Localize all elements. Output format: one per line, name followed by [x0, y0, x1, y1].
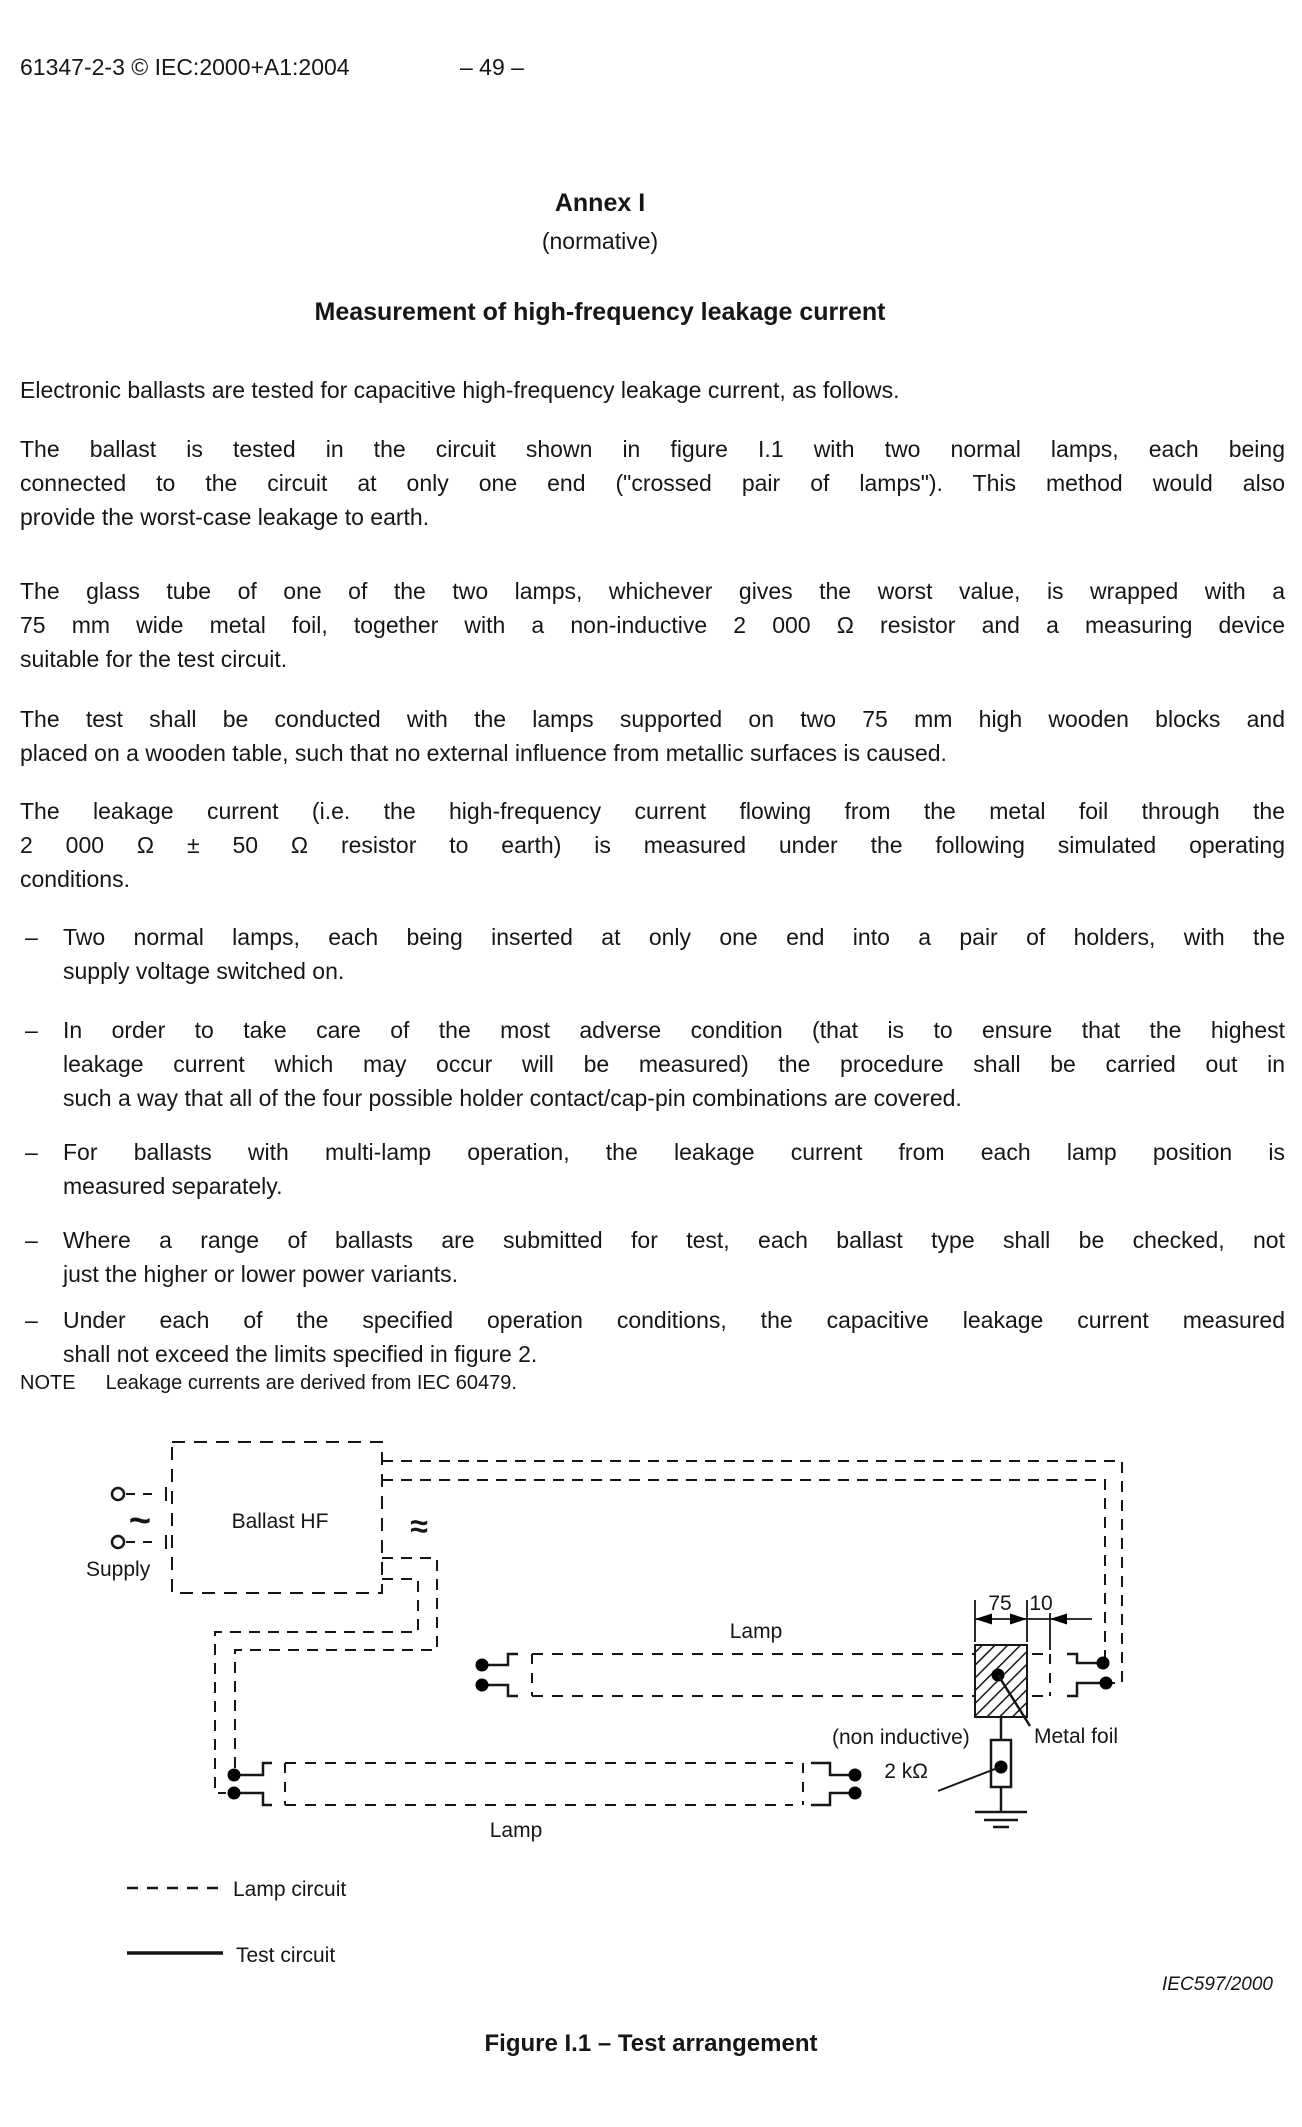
ballast-label: Ballast HF — [231, 1510, 329, 1533]
bullet-marker: – — [25, 1307, 38, 1333]
annex-type: (normative) — [541, 228, 659, 254]
metal-foil-label: Metal foil — [1034, 1725, 1119, 1748]
contact-dot — [1100, 1677, 1113, 1690]
figure-legend — [127, 1878, 346, 1967]
bullet-marker: – — [25, 1139, 38, 1165]
lamp-tube-end — [532, 1654, 1050, 1696]
contact-dot — [476, 1679, 489, 1692]
figure-credit-number: 597/2000 — [1193, 1974, 1273, 1995]
document-title: Measurement of high-frequency leakage current — [314, 298, 886, 326]
contact-dot — [995, 1761, 1008, 1774]
lamp-circuit-wire — [215, 1579, 418, 1793]
page-header — [20, 52, 1285, 82]
dimension-arrow-icon — [1050, 1614, 1067, 1625]
ac-source-icon: ~ — [128, 1500, 152, 1542]
note-text: Leakage currents are derived from IEC 60479. — [105, 1372, 517, 1394]
paragraph: The glass tube of one of the two lamps, whichever gives the worst value, is wrapped with a 75 mm wide metal foil, together with a non-inductive 2 000 Ω resistor and a measuring device suitable for the test circuit. — [20, 578, 1285, 672]
dimension-10-label: 10 — [1029, 1592, 1053, 1615]
lamp-bottom — [228, 1763, 862, 1842]
lamp-tube-end — [285, 1763, 803, 1805]
bullet-marker: – — [25, 1227, 38, 1253]
dimension-arrow-icon — [975, 1614, 992, 1625]
contact-dot — [849, 1787, 862, 1800]
lamp-pin-wire — [811, 1763, 855, 1805]
figure-caption: Figure I.1 – Test arrangement — [484, 2030, 818, 2057]
page-number: – 49 – — [460, 54, 524, 80]
paragraph: The test shall be conducted with the lamps supported on two 75 mm high wooden blocks and placed on a wooden table, such that no external influence from metallic surfaces is caused. — [20, 706, 1285, 766]
supply-terminal-icon — [112, 1536, 124, 1548]
contact-dot — [228, 1787, 241, 1800]
contact-dot — [1097, 1657, 1110, 1670]
bullet-item: – Under each of the specified operation conditions, the capacitive leakage current measured shall not exceed the limits specified in figure 2. — [20, 1303, 1285, 1371]
bullet-item: – For ballasts with multi-lamp operation, the leakage current from each lamp position is measured separately. — [20, 1135, 1285, 1203]
supply-label: Supply — [86, 1558, 151, 1581]
non-inductive-label: (non inductive) — [832, 1726, 970, 1749]
note-label: NOTE — [20, 1372, 76, 1394]
bullet-item: – In order to take care of the most adverse condition (that is to ensure that the highest leakage current which may occur will be measured) the procedure shall be carried out in such a way that all of the four possible holder contact/cap-pin combinations are covered. — [20, 1013, 1285, 1115]
lamp-tube-outline — [285, 1763, 793, 1805]
hf-output-icon: ≈ — [410, 1508, 428, 1544]
bullet-item: – Where a range of ballasts are submitted for test, each ballast type shall be checked, not just the higher or lower power variants. — [20, 1223, 1285, 1291]
paragraph: Electronic ballasts are tested for capacitive high-frequency leakage current, as follows. — [20, 377, 900, 403]
supply-terminal-icon — [112, 1488, 124, 1500]
note — [20, 1371, 1285, 1395]
document-reference: 61347-2-3 © IEC:2000+A1:2004 — [20, 54, 350, 80]
paragraph: The leakage current (i.e. the high-frequency current flowing from the metal foil through the 2 000 Ω ± 50 Ω resistor to earth) is measured under the following simulated operating conditions. — [20, 798, 1285, 892]
paragraph: The ballast is tested in the circuit shown in figure I.1 with two normal lamps, each being connected to the circuit at only one end ("crossed pair of lamps"). This method would also provide the worst-case leakage to earth. — [20, 436, 1285, 530]
dimension-arrow-icon — [1010, 1614, 1027, 1625]
contact-dot — [849, 1769, 862, 1782]
bullet-marker: – — [25, 924, 38, 950]
lamp-tube-outline — [532, 1654, 1050, 1696]
dimension — [975, 1592, 1092, 1650]
lamp-bottom-label: Lamp — [489, 1819, 543, 1842]
dimension-75-label: 75 — [988, 1592, 1012, 1615]
contact-dot — [228, 1769, 241, 1782]
lamp-pin-wire — [482, 1654, 518, 1696]
lamp-circuit-wire — [235, 1558, 437, 1773]
resistor-value-label: 2 kΩ — [884, 1760, 928, 1783]
earth-ground-icon — [975, 1812, 1027, 1827]
contact-dot — [476, 1659, 489, 1672]
legend-test-circuit-label: Test circuit — [236, 1944, 336, 1967]
bullet-marker: – — [25, 1017, 38, 1043]
bullet-item: – Two normal lamps, each being inserted at only one end into a pair of holders, with the supply voltage switched on. — [20, 920, 1285, 988]
lamp-top-label: Lamp — [729, 1620, 783, 1643]
measuring-branch — [832, 1717, 1027, 1827]
lamp-pin-wire — [234, 1763, 272, 1805]
figure-credit-org: IEC — [1162, 1974, 1194, 1995]
annex-heading: Annex I — [554, 189, 646, 217]
circuit-diagram — [0, 1430, 1302, 2030]
legend-lamp-circuit-label: Lamp circuit — [233, 1878, 347, 1901]
